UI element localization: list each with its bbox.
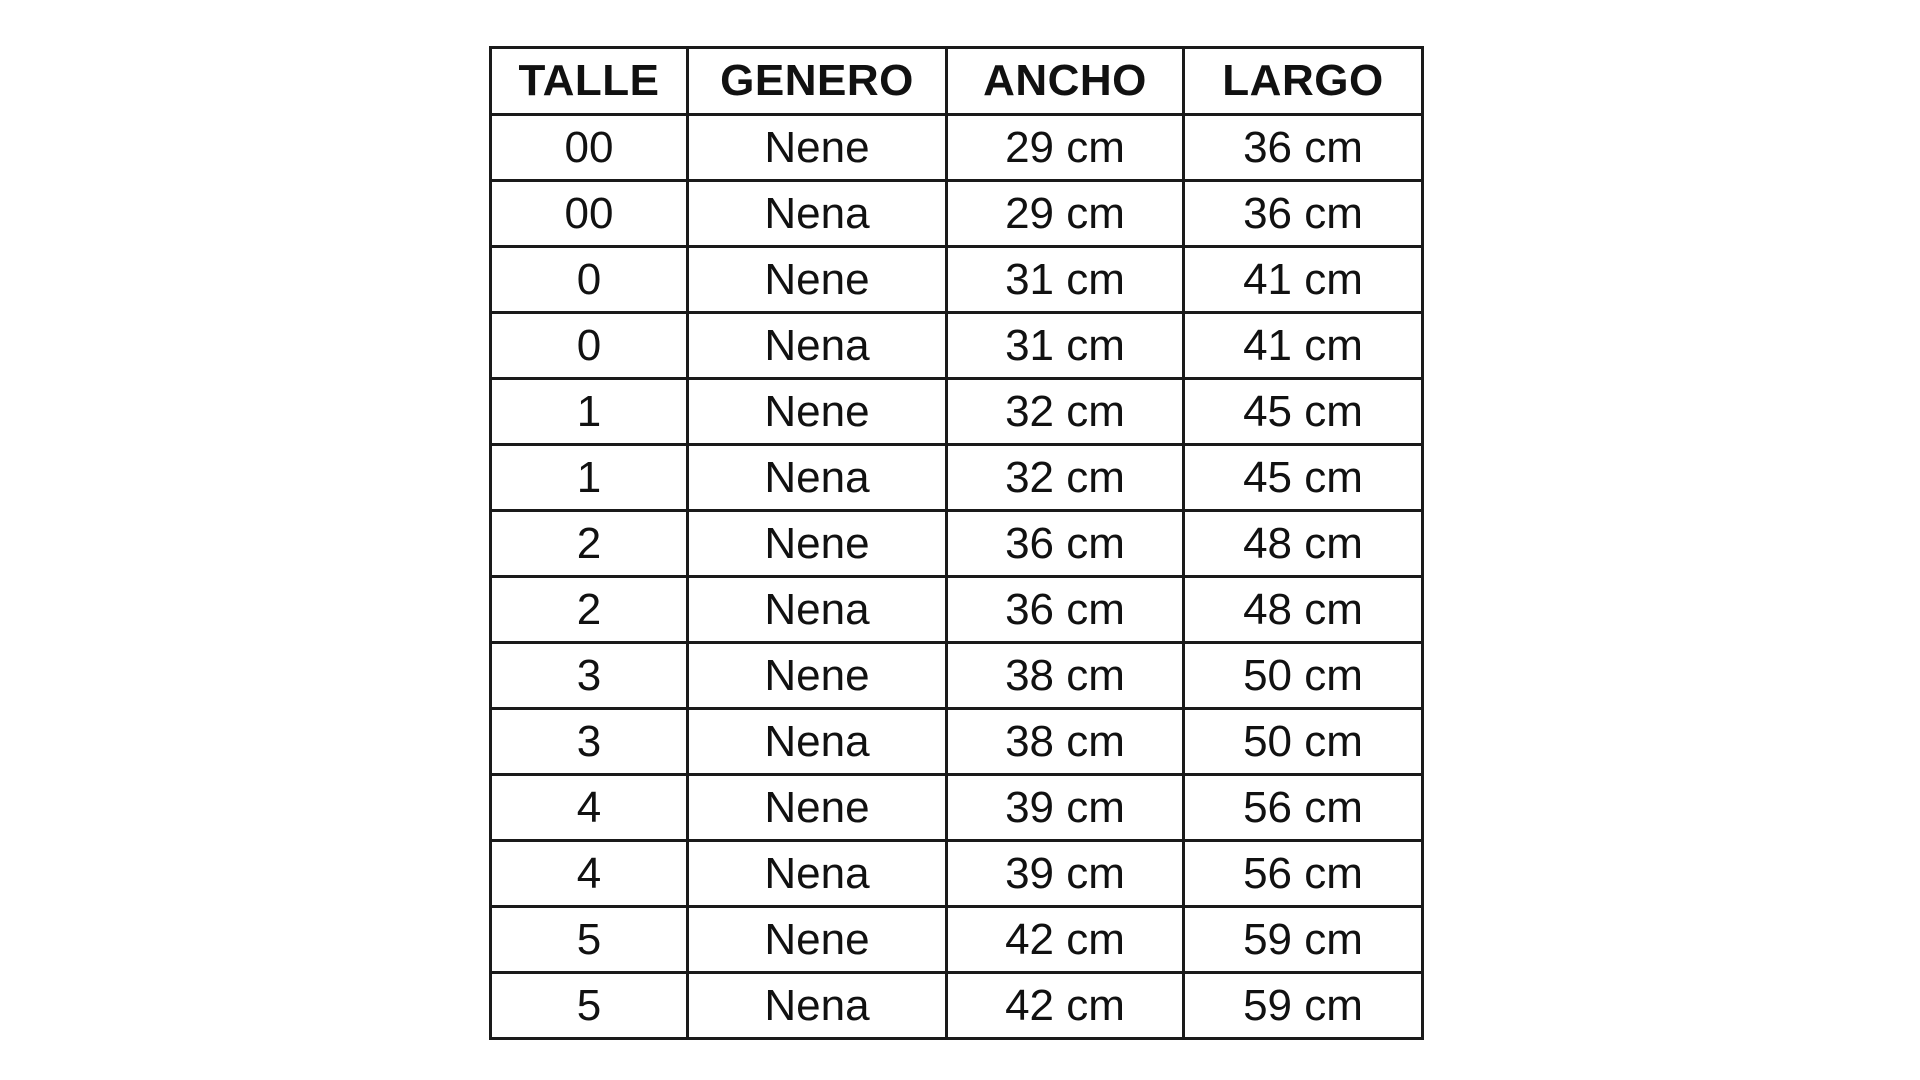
genero-cell: Nena — [688, 709, 947, 775]
table-row — [491, 775, 1423, 841]
table-row — [491, 577, 1423, 643]
talle-cell: 2 — [491, 577, 688, 643]
ancho-cell: 32 cm — [947, 445, 1184, 511]
talle-cell: 1 — [491, 379, 688, 445]
genero-cell: Nena — [688, 313, 947, 379]
largo-cell: 50 cm — [1184, 709, 1423, 775]
talle-cell: 5 — [491, 973, 688, 1039]
header-ancho: ANCHO — [947, 48, 1184, 115]
table-row — [491, 973, 1423, 1039]
ancho-cell: 29 cm — [947, 181, 1184, 247]
talle-cell: 00 — [491, 115, 688, 181]
largo-cell: 36 cm — [1184, 115, 1423, 181]
genero-cell: Nene — [688, 511, 947, 577]
table-row — [491, 511, 1423, 577]
table-row — [491, 643, 1423, 709]
header-genero: GENERO — [688, 48, 947, 115]
genero-cell: Nena — [688, 445, 947, 511]
genero-cell: Nena — [688, 841, 947, 907]
talle-cell: 4 — [491, 775, 688, 841]
talle-cell: 2 — [491, 511, 688, 577]
talle-cell: 3 — [491, 709, 688, 775]
largo-cell: 50 cm — [1184, 643, 1423, 709]
table-row — [491, 709, 1423, 775]
largo-cell: 45 cm — [1184, 379, 1423, 445]
largo-cell: 59 cm — [1184, 907, 1423, 973]
table-row — [491, 445, 1423, 511]
largo-cell: 56 cm — [1184, 841, 1423, 907]
size-chart-table — [489, 46, 1424, 1040]
genero-cell: Nene — [688, 775, 947, 841]
header-talle: TALLE — [491, 48, 688, 115]
table-row — [491, 907, 1423, 973]
genero-cell: Nena — [688, 973, 947, 1039]
ancho-cell: 32 cm — [947, 379, 1184, 445]
talle-cell: 0 — [491, 247, 688, 313]
table-row — [491, 115, 1423, 181]
ancho-cell: 39 cm — [947, 775, 1184, 841]
largo-cell: 45 cm — [1184, 445, 1423, 511]
ancho-cell: 31 cm — [947, 247, 1184, 313]
header-row — [491, 48, 1423, 115]
ancho-cell: 39 cm — [947, 841, 1184, 907]
talle-cell: 3 — [491, 643, 688, 709]
table-row — [491, 247, 1423, 313]
largo-cell: 36 cm — [1184, 181, 1423, 247]
genero-cell: Nena — [688, 181, 947, 247]
largo-cell: 48 cm — [1184, 577, 1423, 643]
genero-cell: Nene — [688, 115, 947, 181]
largo-cell: 48 cm — [1184, 511, 1423, 577]
ancho-cell: 36 cm — [947, 511, 1184, 577]
ancho-cell: 42 cm — [947, 973, 1184, 1039]
genero-cell: Nene — [688, 247, 947, 313]
talle-cell: 4 — [491, 841, 688, 907]
genero-cell: Nene — [688, 379, 947, 445]
largo-cell: 59 cm — [1184, 973, 1423, 1039]
largo-cell: 56 cm — [1184, 775, 1423, 841]
largo-cell: 41 cm — [1184, 247, 1423, 313]
ancho-cell: 38 cm — [947, 643, 1184, 709]
genero-cell: Nene — [688, 643, 947, 709]
genero-cell: Nena — [688, 577, 947, 643]
table-body — [491, 115, 1423, 1039]
ancho-cell: 31 cm — [947, 313, 1184, 379]
largo-cell: 41 cm — [1184, 313, 1423, 379]
ancho-cell: 29 cm — [947, 115, 1184, 181]
ancho-cell: 42 cm — [947, 907, 1184, 973]
table-row — [491, 379, 1423, 445]
talle-cell: 00 — [491, 181, 688, 247]
genero-cell: Nene — [688, 907, 947, 973]
talle-cell: 1 — [491, 445, 688, 511]
talle-cell: 5 — [491, 907, 688, 973]
talle-cell: 0 — [491, 313, 688, 379]
header-largo: LARGO — [1184, 48, 1423, 115]
ancho-cell: 36 cm — [947, 577, 1184, 643]
ancho-cell: 38 cm — [947, 709, 1184, 775]
table-row — [491, 313, 1423, 379]
table-row — [491, 181, 1423, 247]
table-header — [491, 48, 1423, 115]
table-row — [491, 841, 1423, 907]
